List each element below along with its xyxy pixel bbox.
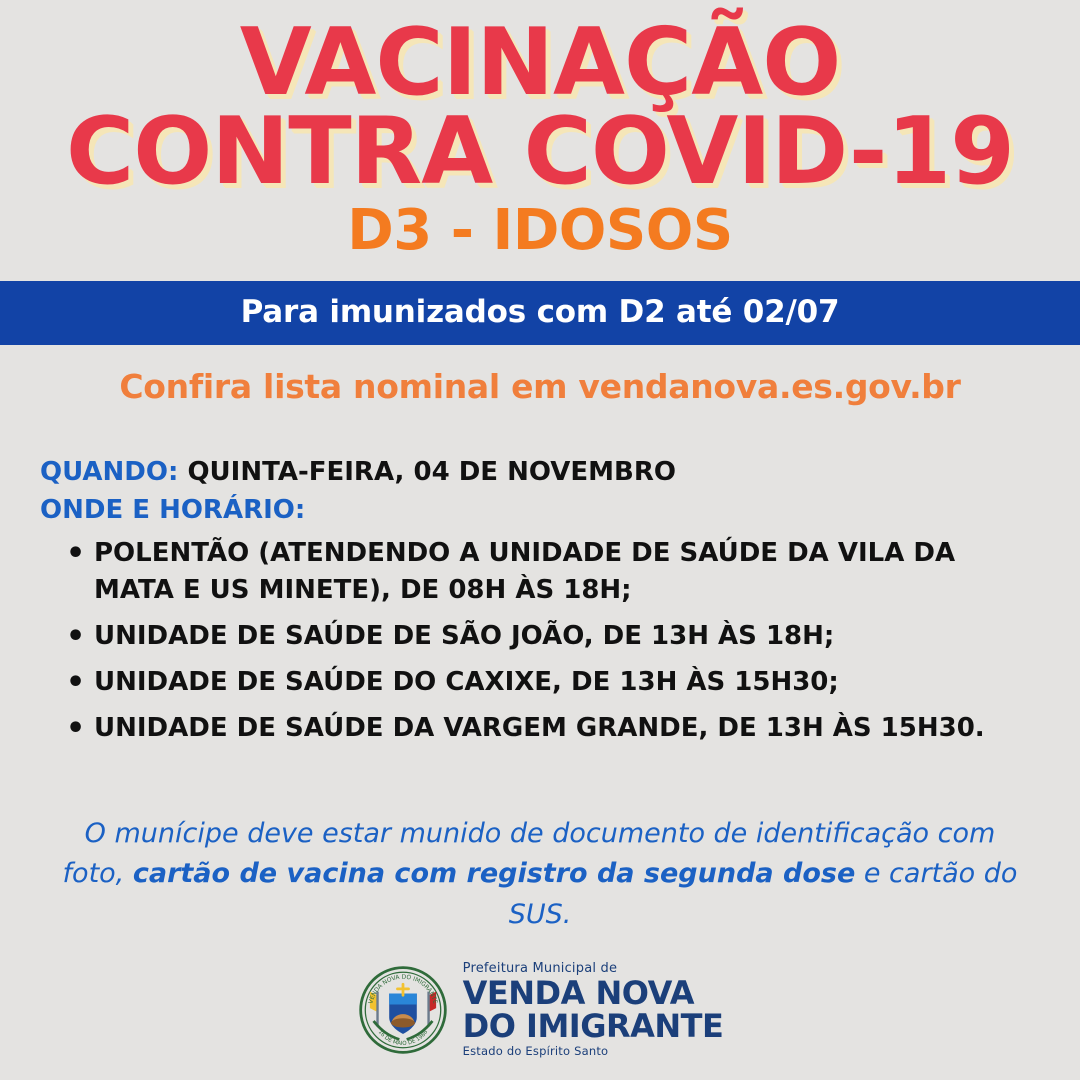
- note-part-2: e cartão do SUS.: [508, 858, 1018, 930]
- where-label: ONDE E HORÁRIO:: [40, 495, 306, 526]
- headline-line-1: VACINAÇÃO: [239, 8, 841, 116]
- poster-subheadline: D3 - IDOSOS: [347, 197, 733, 263]
- when-label: QUANDO:: [40, 456, 179, 487]
- list-item: • POLENTÃO (ATENDENDO A UNIDADE DE SAÚDE DA VILA DA MATA E US MINETE), DE 08H ÀS 18H;: [62, 535, 1027, 609]
- requirements-note: [0, 814, 1080, 936]
- wordmark-state: Estado do Espírito Santo: [462, 1044, 609, 1059]
- eligibility-banner: Para imunizados com D2 até 02/07: [0, 281, 1080, 345]
- locations-list: [40, 535, 1038, 747]
- coat-of-arms-icon: [357, 964, 449, 1056]
- wordmark-line-2: DO IMIGRANTE: [462, 1006, 724, 1045]
- note-emphasis: cartão de vacina com registro da segunda dose: [132, 858, 856, 890]
- svg-text:16 DE MAIO DE 1988: 16 DE MAIO DE 1988: [376, 1029, 429, 1048]
- wordmark-line-1: VENDA NOVA: [462, 973, 694, 1012]
- where-row: [40, 492, 1038, 529]
- headline-block: [0, 0, 1080, 263]
- details-section: [0, 406, 1080, 756]
- when-row: [40, 454, 1038, 491]
- wordmark-prefix: Prefeitura Municipal de: [462, 961, 618, 976]
- headline-line-2: CONTRA COVID-19: [66, 97, 1014, 206]
- list-item: • UNIDADE DE SAÚDE DO CAXIXE, DE 13H ÀS 15H30;: [62, 664, 1027, 701]
- svg-text:VENDA NOVA DO IMIGRANTE: VENDA NOVA DO IMIGRANTE: [367, 973, 439, 1005]
- footer-logo: [0, 962, 1080, 1080]
- municipality-wordmark: [463, 962, 724, 1058]
- note-part-1: O munícipe deve estar munido de documento de identificação com foto,: [62, 817, 996, 890]
- list-link-line: Confira lista nominal em vendanova.es.gov.br: [119, 366, 961, 406]
- list-item: • UNIDADE DE SAÚDE DA VARGEM GRANDE, DE 13H ÀS 15H30.: [62, 710, 1027, 747]
- list-item: • UNIDADE DE SAÚDE DE SÃO JOÃO, DE 13H ÀS 18H;: [62, 618, 1027, 655]
- when-value: QUINTA-FEIRA, 04 DE NOVEMBRO: [187, 456, 676, 487]
- poster-headline: [0, 8, 1080, 206]
